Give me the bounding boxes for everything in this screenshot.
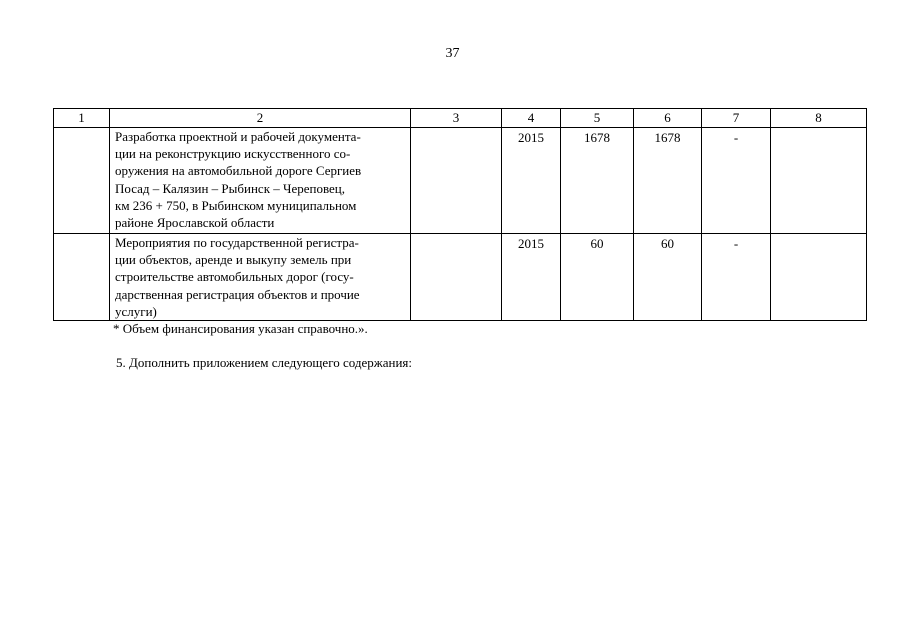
- table-header-row: [54, 109, 867, 128]
- row-number-cell: [54, 128, 110, 234]
- description-line: км 236 + 750, в Рыбинском муниципальном: [115, 197, 357, 213]
- column-header-2: 2: [110, 109, 411, 128]
- amount-cell: 60: [561, 234, 634, 321]
- paragraph: 5. Дополнить приложением следующего содержания:: [116, 355, 412, 370]
- dash-cell: -: [702, 234, 771, 321]
- data-table: [53, 108, 867, 321]
- column-header-8: 8: [771, 109, 867, 128]
- description-line: Мероприятия по государственной регистра-: [115, 235, 359, 250]
- column-8-cell: [771, 234, 867, 321]
- description-cell: [110, 128, 411, 234]
- description-line: Посад – Калязин – Рыбинск – Череповец,: [115, 180, 345, 196]
- table-row: [54, 234, 867, 321]
- year-cell: 2015: [502, 234, 561, 321]
- column-3-cell: [411, 234, 502, 321]
- column-header-1: 1: [54, 109, 110, 128]
- description-line: услуги): [115, 303, 157, 319]
- column-3-cell: [411, 128, 502, 234]
- year-cell: 2015: [502, 128, 561, 234]
- description-line: районе Ярославской области: [115, 215, 275, 231]
- column-header-5: 5: [561, 109, 634, 128]
- column-header-4: 4: [502, 109, 561, 128]
- description-line: Разработка проектной и рабочей документа-: [115, 129, 361, 144]
- column-header-6: 6: [634, 109, 702, 128]
- page-number: 37: [445, 46, 460, 61]
- footnote: * Объем финансирования указан справочно.».: [113, 321, 368, 336]
- amount-cell: 1678: [634, 128, 702, 234]
- column-8-cell: [771, 128, 867, 234]
- description-line: дарственная регистрация объектов и прочие: [115, 286, 360, 302]
- description-line: ции на реконструкцию искусственного со-: [115, 146, 351, 162]
- description-cell: [110, 234, 411, 321]
- dash-cell: -: [702, 128, 771, 234]
- amount-cell: 1678: [561, 128, 634, 234]
- column-header-7: 7: [702, 109, 771, 128]
- amount-cell: 60: [634, 234, 702, 321]
- description-line: строительстве автомобильных дорог (госу-: [115, 269, 354, 285]
- table-row: [54, 128, 867, 234]
- column-header-3: 3: [411, 109, 502, 128]
- row-number-cell: [54, 234, 110, 321]
- description-line: оружения на автомобильной дороге Сергиев: [115, 163, 362, 179]
- description-line: ции объектов, аренде и выкупу земель при: [115, 252, 352, 268]
